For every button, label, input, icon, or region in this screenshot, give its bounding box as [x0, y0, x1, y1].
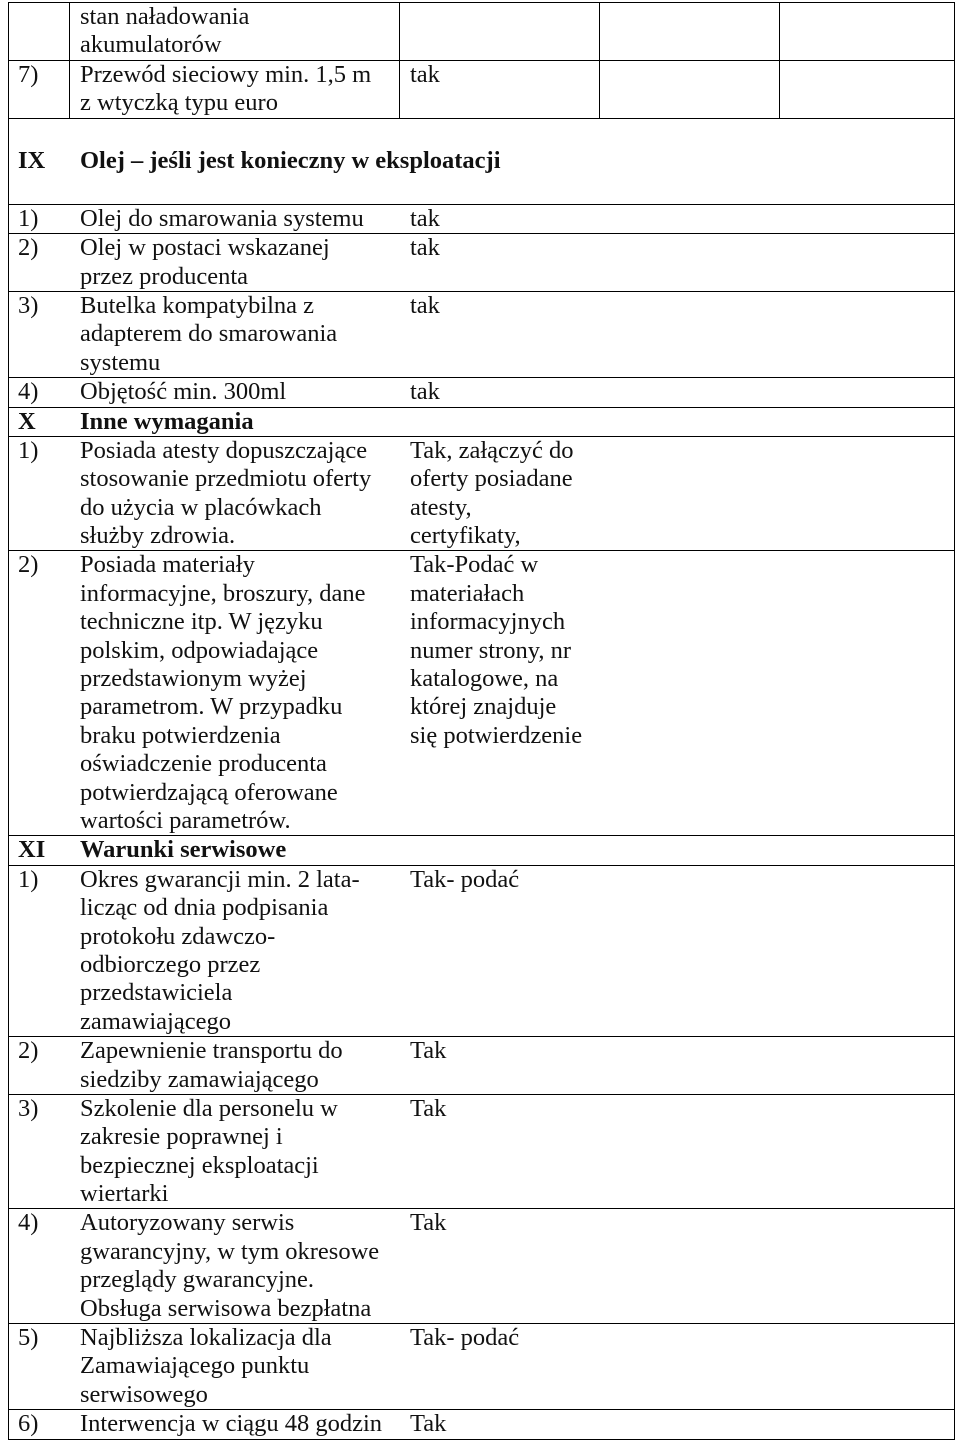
description-line: Olej do smarowania systemu	[80, 204, 364, 232]
description-line: polskim, odpowiadające	[80, 636, 319, 664]
description-line: zakresie poprawnej i	[80, 1123, 283, 1151]
description-line: Posiada materiały	[80, 551, 255, 579]
description-line: informacyjne, broszury, dane	[80, 579, 366, 607]
description-line: Zamawiającego punktu	[80, 1352, 310, 1380]
table-row	[9, 437, 954, 552]
item-description	[70, 378, 400, 406]
item-number: 1)	[18, 204, 39, 232]
empty-cell	[600, 3, 780, 60]
item-description	[70, 866, 400, 1036]
item-description	[70, 551, 400, 835]
item-value	[400, 1095, 600, 1209]
item-value	[400, 292, 600, 377]
table-row	[9, 1324, 954, 1410]
value-line: materiałach	[410, 579, 525, 607]
empty-cell	[780, 61, 954, 118]
table-row	[9, 1410, 954, 1439]
empty-cell	[600, 551, 954, 835]
description-line: przedstawiciela	[80, 979, 233, 1007]
value-line: Tak- podać	[410, 1324, 520, 1352]
description-line: Butelka kompatybilna z	[80, 291, 315, 319]
table-row	[9, 551, 954, 836]
description-line: do użycia w placówkach	[80, 493, 322, 521]
empty-cell	[600, 378, 954, 406]
description-line: Przewód sieciowy min. 1,5 m	[80, 60, 372, 88]
item-value	[400, 1209, 600, 1323]
value-line: Tak-Podać w	[410, 551, 539, 579]
item-value	[400, 61, 600, 118]
description-line: odbiorczego przez	[80, 950, 261, 978]
description-line: Zapewnienie transportu do	[80, 1037, 343, 1065]
empty-cell	[600, 437, 954, 551]
table-row	[9, 866, 954, 1037]
description-line: siedziby zamawiającego	[80, 1065, 319, 1093]
value-line: tak	[410, 291, 440, 319]
description-line: parametrom. W przypadku	[80, 693, 343, 721]
empty-cell	[780, 3, 954, 60]
description-line: oświadczenie producenta	[80, 750, 327, 778]
item-number	[9, 3, 70, 60]
item-value	[400, 3, 600, 60]
description-line: gwarancyjny, w tym okresowe	[80, 1237, 380, 1265]
value-line: Tak	[410, 1209, 447, 1237]
description-line: protokołu zdawczo-	[80, 922, 276, 950]
section-title: Inne wymagania	[80, 407, 254, 435]
item-value	[400, 1037, 600, 1094]
item-number: 1)	[18, 436, 39, 464]
description-line: licząc od dnia podpisania	[80, 894, 329, 922]
description-line: zamawiającego	[80, 1007, 231, 1035]
empty-cell	[600, 234, 954, 291]
item-description	[70, 1095, 400, 1209]
item-value	[400, 205, 600, 233]
item-number: 3)	[18, 1094, 39, 1122]
item-number: 3)	[18, 291, 39, 319]
description-line: przeglądy gwarancyjne.	[80, 1266, 314, 1294]
description-line: stan naładowania	[80, 3, 250, 30]
description-line: przedstawionym wyżej	[80, 665, 307, 693]
table-row	[9, 1037, 954, 1095]
item-number: 7)	[9, 61, 70, 118]
item-value	[400, 437, 600, 551]
table-row	[9, 1095, 954, 1210]
description-line: Obsługa serwisowa bezpłatna	[80, 1294, 372, 1322]
table-row	[9, 378, 954, 407]
value-line: Tak	[410, 1410, 447, 1438]
value-line: numer strony, nr	[410, 636, 572, 664]
item-value	[400, 378, 600, 406]
item-value	[400, 551, 600, 835]
empty-cell	[600, 205, 954, 233]
section-number: XI	[18, 836, 46, 864]
item-number: 2)	[18, 551, 39, 579]
description-line: Autoryzowany serwis	[80, 1209, 295, 1237]
description-line: bezpiecznej eksploatacji	[80, 1151, 319, 1179]
description-line: akumulatorów	[80, 31, 222, 59]
specification-table	[8, 2, 955, 1440]
value-line: tak	[410, 60, 440, 88]
empty-cell	[600, 1037, 954, 1094]
item-description	[70, 1410, 400, 1438]
item-number: 1)	[18, 865, 39, 893]
item-number: 2)	[18, 1037, 39, 1065]
item-number: 2)	[18, 234, 39, 262]
table-row	[9, 234, 954, 292]
table-row	[9, 3, 954, 61]
value-line: katalogowe, na	[410, 665, 559, 693]
item-value	[400, 866, 600, 1036]
item-description	[70, 437, 400, 551]
empty-cell	[600, 866, 954, 1036]
empty-cell	[600, 61, 780, 118]
section-title: Olej – jeśli jest konieczny w eksploatacji	[80, 146, 501, 174]
item-value	[400, 234, 600, 291]
description-line: wiertarki	[80, 1180, 169, 1208]
value-line: certyfikaty,	[410, 522, 521, 550]
description-line: Posiada atesty dopuszczające	[80, 436, 368, 464]
value-line: Tak, załączyć do	[410, 436, 574, 464]
description-line: Najbliższa lokalizacja dla	[80, 1324, 332, 1352]
section-header-row	[9, 408, 954, 437]
item-number: 4)	[18, 378, 39, 406]
empty-cell	[600, 1209, 954, 1323]
table-row	[9, 292, 954, 378]
empty-cell	[600, 1410, 954, 1438]
description-line: wartości parametrów.	[80, 807, 291, 834]
value-line: Tak- podać	[410, 865, 520, 893]
empty-cell	[600, 292, 954, 377]
section-header-row	[9, 836, 954, 865]
value-line: atesty,	[410, 493, 472, 521]
item-description	[70, 205, 400, 233]
value-line: Tak	[410, 1037, 447, 1065]
item-number: 5)	[18, 1324, 39, 1352]
description-line: stosowanie przedmiotu oferty	[80, 465, 372, 493]
description-line: systemu	[80, 348, 161, 376]
description-line: potwierdzającą oferowane	[80, 778, 338, 806]
item-number: 6)	[18, 1410, 39, 1438]
item-value	[400, 1410, 600, 1438]
empty-cell	[600, 1324, 954, 1409]
section-number: X	[18, 407, 36, 435]
description-line: Interwencja w ciągu 48 godzin	[80, 1410, 383, 1438]
empty-cell	[600, 1095, 954, 1209]
value-line: której znajduje	[410, 693, 557, 721]
description-line: braku potwierdzenia	[80, 721, 281, 749]
section-header-row	[9, 119, 954, 205]
item-description	[70, 1324, 400, 1409]
value-line: informacyjnych	[410, 608, 566, 636]
section-number: IX	[18, 146, 46, 174]
table-row	[9, 205, 954, 234]
description-line: Okres gwarancji min. 2 lata-	[80, 865, 360, 893]
item-description	[70, 292, 400, 377]
description-line: Objętość min. 300ml	[80, 378, 287, 406]
description-line: Olej w postaci wskazanej	[80, 234, 330, 262]
item-description	[70, 234, 400, 291]
section-title: Warunki serwisowe	[80, 836, 287, 864]
description-line: służby zdrowia.	[80, 522, 236, 550]
description-line: Szkolenie dla personelu w	[80, 1094, 338, 1122]
value-line: tak	[410, 204, 440, 232]
description-line: z wtyczką typu euro	[80, 89, 278, 117]
value-line: tak	[410, 234, 440, 262]
value-line: oferty posiadane	[410, 465, 573, 493]
table-row	[9, 1209, 954, 1324]
item-description	[70, 1209, 400, 1323]
description-line: techniczne itp. W języku	[80, 608, 323, 636]
table-row	[9, 61, 954, 119]
description-line: serwisowego	[80, 1380, 208, 1408]
item-value	[400, 1324, 600, 1409]
item-description	[70, 3, 400, 60]
item-description	[70, 1037, 400, 1094]
description-line: adapterem do smarowania	[80, 320, 338, 348]
value-line: tak	[410, 378, 440, 406]
item-description	[70, 61, 400, 118]
description-line: przez producenta	[80, 262, 248, 290]
value-line: Tak	[410, 1094, 447, 1122]
value-line: się potwierdzenie	[410, 721, 583, 749]
item-number: 4)	[18, 1209, 39, 1237]
